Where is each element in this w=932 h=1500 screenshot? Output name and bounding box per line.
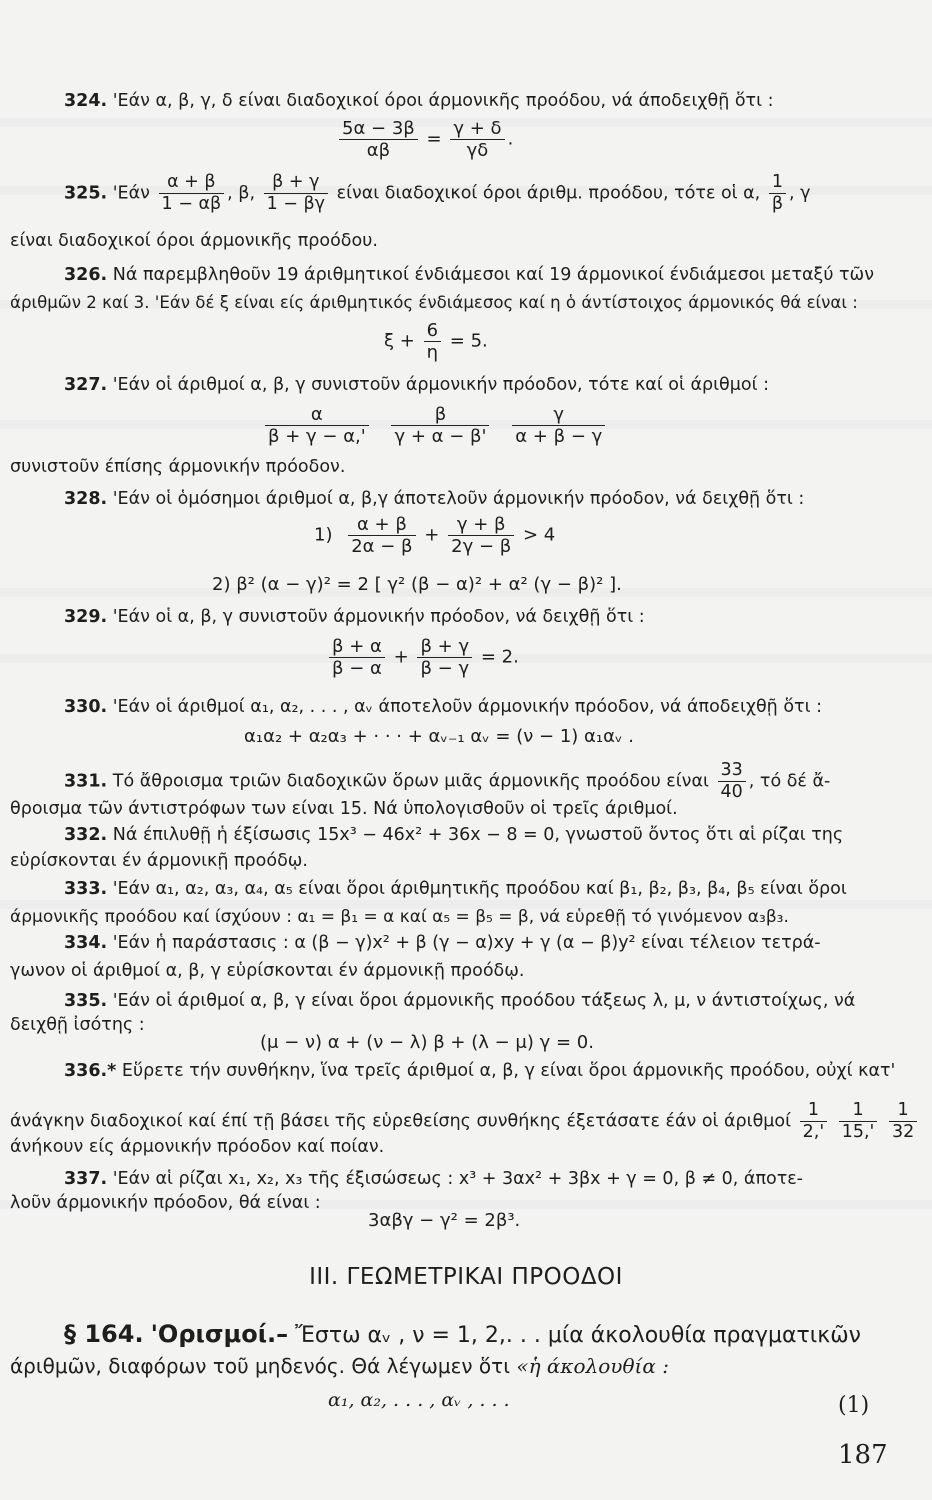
problem-331-text: 331. Τό ἄθροισμα τριῶν διαδοχικῶν ὅρων μιᾶς άρμονικῆς προόδου είναι $\frac{33}{40}$ , τό δέ ἄ-: [64, 760, 831, 802]
problem-328-identity: 2) β² (α − γ)² = 2 [ γ² (β − α)² + α² (γ − β)² ].: [212, 574, 622, 595]
problem-326-text: 326. Νά παρεμβληθοῦν 19 άριθμητικοί ένδιάμεσοι καί 19 άρμονικοί ένδιάμεσοι μεταξύ τῶν: [64, 265, 874, 285]
problem-330-text: 330. 'Εάν οἱ άριθμοί α₁, α₂, . . . , αᵥ άποτελοῦν άρμονικήν πρόοδον, νά άποδειχθῇ ὅτι :: [64, 697, 822, 717]
page-number: 187: [838, 1440, 888, 1470]
problem-333-line2: άρμονικῆς προόδου καί ίσχύουν : α₁ = β₁ = α καί α₅ = β₅ = β, νά εὑρεθῇ τό γινόμενον α₃β₃.: [10, 907, 789, 927]
problem-336-line3: άνήκουν είς άρμονικήν πρόοδον καί ποίαν.: [10, 1137, 385, 1157]
problem-325-text: 325. 'Εάν $\frac{\alpha + \beta}{1 - \alpha\beta}$ , β, $\frac{\beta + \gamma}{1 - \beta\gamma}$ είναι διαδοχικοί όροι άριθμ. προόδου, τότε οἱ α, $\frac{1}{\beta}$ , γ: [64, 172, 811, 214]
section-164-line1: § 164. 'Ορισμοί.– Ἔστω αᵥ , ν = 1, 2,. . . μία άκολουθία πραγματικῶν: [64, 1320, 861, 1348]
problem-324-text: 324. 'Εάν α, β, γ, δ είναι διαδοχικοί όροι άρμονικῆς προόδου, νά άποδειχθῇ ὅτι :: [64, 91, 774, 111]
problem-332-line2: εὑρίσκονται έν άρμονικῇ προόδῳ.: [10, 851, 308, 871]
problem-328-inequality: 1) $\frac{\alpha + \beta}{2\alpha - \beta}$ + $\frac{\gamma + \beta}{2\gamma - \beta}$ > 4: [314, 514, 556, 557]
problem-328-text: 328. 'Εάν οἱ ὁμόσημοι άριθμοί α, β,γ άποτελοῦν άρμονικήν πρόοδον, νά δειχθῇ ὅτι :: [64, 489, 805, 509]
problem-332-text: 332. Νά έπιλυθῇ ἡ έξίσωσις 15x³ − 46x² + 36x − 8 = 0, γνωστοῦ ὄντος ὅτι αἱ ρίζαι της: [64, 825, 844, 845]
problem-331-line2: θροισμα τῶν άντιστρόφων των είναι 15. Νά ὑπολογισθοῦν οἱ τρεῖς άριθμοί.: [10, 799, 678, 819]
problem-330-equation: α₁α₂ + α₂α₃ + · · · + αᵥ₋₁ αᵥ = (ν − 1) α₁αᵥ .: [244, 726, 634, 747]
problem-327-text: 327. 'Εάν οἱ άριθμοί α, β, γ συνιστοῦν άρμονικήν πρόοδον, τότε καί οἱ άριθμοί :: [64, 375, 769, 395]
problem-326-equation: ξ + $\frac{6}{\eta}$ = 5.: [384, 320, 488, 363]
problem-325-line2: είναι διαδοχικοί όροι άρμονικῆς προόδου.: [10, 231, 378, 251]
problem-329-equation: $\frac{\beta + \alpha}{\beta - \alpha}$ + $\frac{\beta + \gamma}{\beta - \gamma}$ = 2.: [326, 636, 519, 679]
section-heading: ΙΙΙ. ΓΕΩΜΕΤΡΙΚΑΙ ΠΡΟΟΔΟΙ: [309, 1264, 623, 1290]
section-164-line2: άριθμῶν, διαφόρων τοῦ μηδενός. Θά λέγωμεν ὅτι «ἡ άκολουθία :: [10, 1354, 669, 1378]
problem-337-equation: 3αβγ − γ² = 2β³.: [368, 1210, 521, 1231]
sequence-formula: α₁, α₂, . . . , αᵥ , . . .: [328, 1389, 510, 1411]
problem-337-text: 337. 'Εάν αἱ ρίζαι x₁, x₂, x₃ τῆς έξισώσεως : x³ + 3αx² + 3βx + γ = 0, β ≠ 0, άποτε-: [64, 1169, 804, 1189]
problem-336-text: 336.* Εὕρετε τήν συνθήκην, ἵνα τρεῖς άριθμοί α, β, γ είναι ὅροι άρμονικῆς προόδου, οὐχί κατ': [64, 1061, 896, 1081]
problem-334-text: 334. 'Εάν ἡ παράστασις : α (β − γ)x² + β (γ − α)xy + γ (α − β)y² είναι τέλειον τετρά-: [64, 933, 821, 953]
problem-333-text: 333. 'Εάν α₁, α₂, α₃, α₄, α₅ είναι ὅροι άριθμητικῆς προόδου καί β₁, β₂, β₃, β₄, β₅ είναι ὅροι: [64, 879, 847, 899]
problem-335-equation: (μ − ν) α + (ν − λ) β + (λ − μ) γ = 0.: [260, 1032, 594, 1053]
problem-329-text: 329. 'Εάν οἱ α, β, γ συνιστοῦν άρμονικήν πρόοδον, νά δειχθῇ ὅτι :: [64, 607, 645, 627]
equation-label: (1): [838, 1393, 870, 1418]
problem-334-line2: γωνον οἱ άριθμοί α, β, γ εὑρίσκονται έν άρμονικῇ προόδῳ.: [10, 961, 525, 981]
problem-335-line2: δειχθῇ ἰσότης :: [10, 1015, 145, 1035]
problem-335-text: 335. 'Εάν οἱ άριθμοί α, β, γ είναι ὅροι άρμονικῆς προόδου τάξεως λ, μ, ν άντιστοίχως, νά: [64, 991, 856, 1011]
problem-327-fractions: $\frac{\alpha}{\beta + \gamma - \alpha,'}$ $\frac{\beta}{\gamma + \alpha - \beta'}$ $\frac{\gamma}{\alpha + \beta - \gamma}$: [262, 404, 608, 447]
problem-327-line2: συνιστοῦν έπίσης άρμονικήν πρόοδον.: [10, 457, 346, 477]
problem-324-equation: $\frac{5\alpha - 3\beta}{\alpha\beta}$ = $\frac{\gamma + \delta}{\gamma\delta}$ .: [336, 118, 513, 161]
problem-337-line2: λοῦν άρμονικήν πρόοδον, θά είναι :: [10, 1193, 321, 1213]
problem-326-line2: άριθμῶν 2 καί 3. 'Εάν δέ ξ είναι είς άριθμητικός ένδιάμεσος καί η ὁ άντίστοιχος άρμονικός θά είναι :: [10, 293, 858, 312]
problem-336-line2: άνάγκην διαδοχικοί καί έπί τῇ βάσει τῆς εὑρεθείσης συνθήκης έξετάσατε έάν οἱ άριθμοί $\frac{1}{2,'}$ $\frac{1}{15,'}$ $\frac{1}{32}$: [10, 1100, 920, 1143]
